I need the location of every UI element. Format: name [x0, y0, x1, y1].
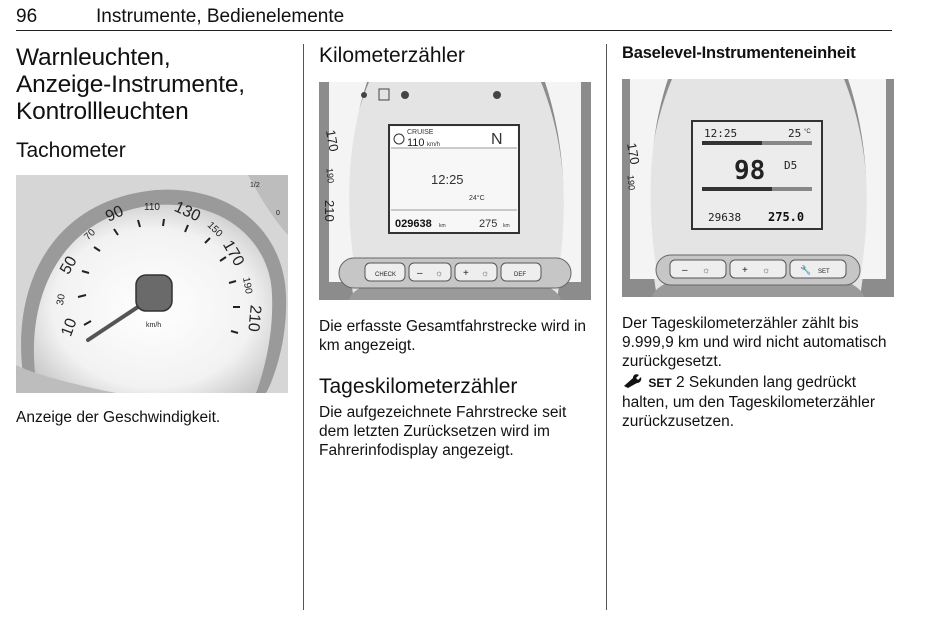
display-range-unit: km [503, 223, 510, 229]
subsection-title: Tageskilometerzähler [319, 375, 518, 398]
section-title-line: Warnleuchten, [16, 44, 171, 71]
display-time: 12:25 [431, 172, 464, 187]
scale-number: 70 [82, 227, 98, 243]
check-button-label: CHECK [375, 272, 397, 278]
scale-number: 30 [55, 293, 68, 307]
column-tachometer [16, 44, 288, 163]
set-label: SET [648, 376, 672, 390]
tachometer-figure [16, 175, 288, 393]
svg-text:☼: ☼ [762, 265, 771, 275]
column-divider [303, 44, 304, 610]
display-gear: N [491, 131, 503, 148]
side-gauge-mark: 1/2 [250, 182, 260, 189]
scale-number: 130 [171, 198, 203, 226]
scale-number: 190 [625, 174, 637, 191]
display-speed: 110 [407, 137, 425, 149]
scale-number: 170 [323, 128, 342, 153]
display-odometer: 029638 [395, 218, 432, 230]
reset-instruction [622, 373, 894, 431]
display-temp: 24°C [469, 195, 485, 202]
subsection-title: Tachometer [16, 139, 126, 162]
scale-number: 10 [58, 316, 81, 339]
display-trip: 275.0 [768, 210, 805, 224]
display-odometer: 29638 [708, 211, 742, 224]
odometer-figure [319, 82, 591, 300]
speed-unit: km/h [146, 322, 162, 329]
column-baselevel [622, 44, 894, 63]
column-odometer [319, 44, 591, 68]
plus-button-label: + [463, 268, 469, 279]
display-time: 12:25 [704, 127, 738, 140]
trip-description: Die aufgezeichnete Fahrstrecke seit dem letzten Zurücksetzen wird im Fahrerinfodisplay angezeigt. [319, 404, 567, 459]
scale-number: 190 [324, 167, 336, 184]
display-range: 275 [479, 218, 498, 230]
scale-number: 110 [144, 202, 160, 213]
section-title-line: Kontrollleuchten [16, 98, 189, 125]
display-gear-value: 98 [734, 156, 766, 186]
scale-number: 210 [322, 200, 337, 222]
scale-number: 190 [240, 276, 254, 295]
scale-number: 170 [624, 141, 643, 166]
scale-number: 90 [102, 202, 127, 226]
cruise-label: CRUISE [407, 129, 434, 136]
set-button-label: SET [818, 269, 830, 275]
scale-number: 50 [57, 253, 81, 278]
minus-button-label: – [682, 265, 688, 276]
column-divider [606, 44, 607, 610]
baselevel-figure [622, 79, 894, 297]
section-title: Kilometerzähler [319, 44, 465, 67]
svg-text:☼: ☼ [702, 265, 711, 275]
section-title-line: Anzeige-Instrumente, [16, 71, 245, 98]
scale-number: 170 [219, 237, 248, 270]
minus-button-label: – [417, 268, 423, 279]
display-temp: 25 [788, 127, 802, 140]
svg-text:☼: ☼ [435, 268, 444, 278]
odometer-description: Die erfasste Gesamtfahrstrecke wird in km angezeigt. [319, 318, 587, 354]
display-speed-unit: km/h [427, 142, 441, 148]
side-gauge-mark: 0 [276, 210, 280, 217]
display-gear-suffix: D5 [784, 159, 798, 172]
svg-text:🔧: 🔧 [800, 265, 812, 275]
figure-caption: Anzeige der Geschwindigkeit. [16, 409, 221, 426]
scale-number: 210 [244, 304, 264, 333]
section-title: Baselevel-Instrumenteneinheit [622, 44, 856, 62]
scale-number: 150 [204, 219, 225, 240]
svg-text:☼: ☼ [481, 268, 490, 278]
section-title [16, 44, 288, 125]
reset-instruction-text: 2 Sekunden lang gedrückt halten, um den Tageskilometerzähler zurückzusetzen. [622, 374, 876, 430]
display-temp-unit: °C [804, 129, 811, 135]
page-header [16, 6, 892, 31]
page-number: 96 [16, 6, 38, 27]
def-button-label: DEF [514, 272, 526, 278]
display-odometer-unit: km [439, 223, 446, 229]
plus-button-label: + [742, 265, 748, 276]
wrench-icon [622, 374, 644, 388]
chapter-title: Instrumente, Bedienelemente [96, 6, 345, 27]
trip-limit-description: Der Tageskilometerzähler zählt bis 9.999,9 km und wird nicht automatisch zurückgesetzt. [622, 315, 887, 370]
